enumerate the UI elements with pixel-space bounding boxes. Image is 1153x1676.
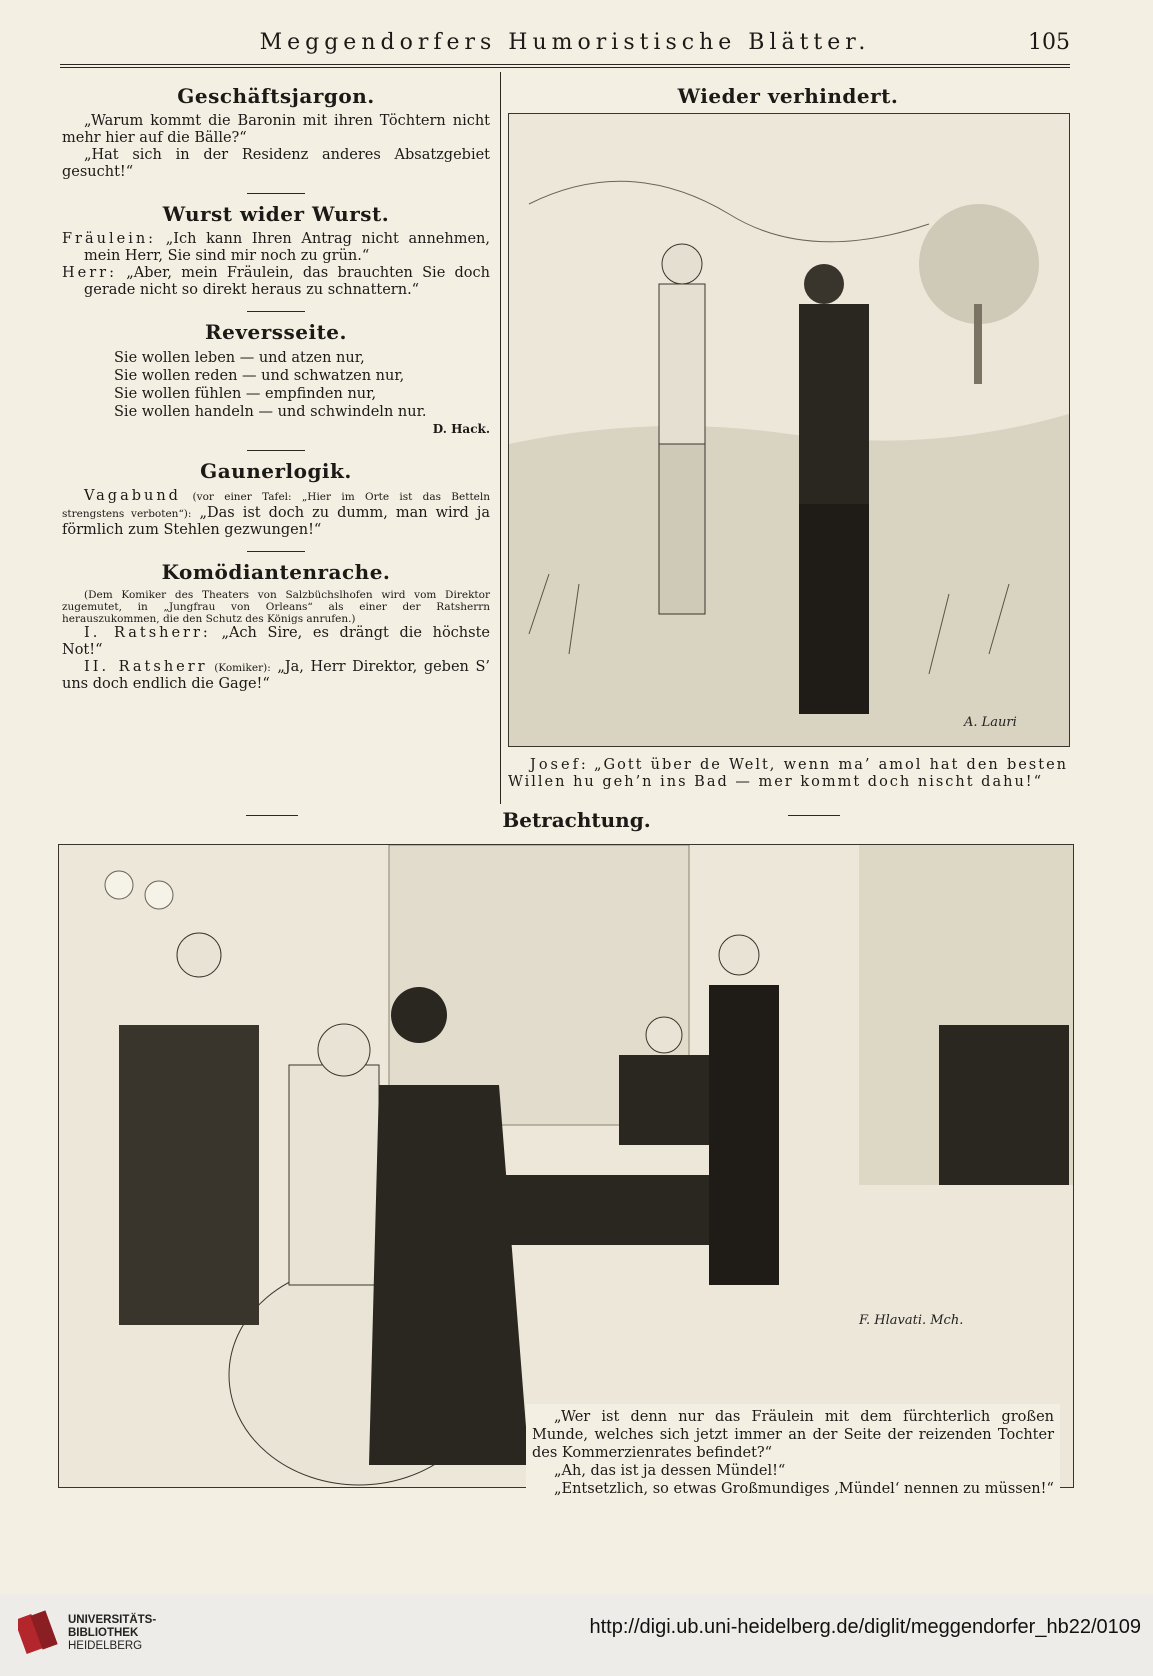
dialogue-text: „Das ist doch zu dumm, man wird ja förmlich zum Stehlen gezwungen!“ <box>62 505 490 538</box>
poem-line: Sie wollen leben — und atzen nur, <box>114 350 365 366</box>
wieder-caption <box>508 757 1068 791</box>
wurst-dialogue-1 <box>62 231 490 265</box>
dialogue-text: „Ach Sire, es drängt die höchste Not!“ <box>62 625 490 658</box>
caption-text: „Gott über de Welt, wenn ma’ amol hat den besten Willen hu geh’n ins Bad — mer kommt doch nischt dahu!“ <box>508 757 1068 790</box>
speaker-label: Josef: <box>530 757 589 773</box>
header-rule-double <box>60 67 1070 68</box>
speaker-note: (Komiker): <box>214 662 271 674</box>
article-title-reversseite: Reversseite. <box>205 320 347 344</box>
poem-line: Sie wollen reden — und schwatzen nur, <box>114 368 405 384</box>
speaker-label: II. Ratsherr <box>84 659 208 675</box>
section-divider <box>247 450 305 451</box>
engraving-sketch <box>509 114 1069 746</box>
university-logo-icon <box>18 1606 58 1656</box>
komoedianten-intro: (Dem Komiker des Theaters von Salzbüchslhofen wird vom Direktor zugemutet, in „Jungfrau von Orleans“ als einer der Ratsherrn herauszukommen, die den Schutz des Königs anrufen.) <box>62 589 490 625</box>
geschaeft-p2: „Hat sich in der Residenz anderes Absatzgebiet gesucht!“ <box>62 147 490 180</box>
institution-line: UNIVERSITÄTS- <box>68 1614 157 1626</box>
artist-signature: A. Lauri <box>964 715 1017 730</box>
caption-line: „Wer ist denn nur das Fräulein mit dem fürchterlich großen Munde, welches sich jetzt immer an der Seite der reizenden Tochter des Kommerzienrates befindet?“ <box>532 1409 1054 1461</box>
poem-line: Sie wollen fühlen — empfinden nur, <box>114 386 377 402</box>
stage-note: (vor einer Tafel: „Hier im Orte ist das Betteln strengstens verboten“): <box>62 491 491 520</box>
gauner-text <box>62 488 490 539</box>
section-divider <box>247 551 305 552</box>
article-title-betrachtung: Betrachtung. <box>502 808 651 832</box>
geschaeft-p1: „Warum kommt die Baronin mit ihren Töchtern nicht mehr hier auf die Bälle?“ <box>62 113 490 146</box>
betrachtung-caption <box>526 1404 1060 1502</box>
speaker-label: I. Ratsherr: <box>84 625 211 641</box>
header-rule <box>60 64 1070 65</box>
engraving-sketch <box>59 845 1073 1487</box>
dialogue-text: „Ja, Herr Direktor, geben S’ uns doch endlich die Gage!“ <box>62 659 491 692</box>
dialogue-text: „Aber, mein Fräulein, das brauchten Sie doch gerade nicht so direkt heraus zu schnattern.“ <box>84 265 490 298</box>
article-title-geschaeftsjargon: Geschäftsjargon. <box>177 84 375 108</box>
section-divider <box>247 193 305 194</box>
poem <box>114 349 490 421</box>
speaker-label: Fräulein: <box>62 231 157 247</box>
speaker-label: Herr: <box>62 265 117 281</box>
wurst-dialogue-2 <box>62 265 490 299</box>
running-header: Meggendorfers Humoristische Blätter. <box>259 30 871 55</box>
poem-line: Sie wollen handeln — und schwindeln nur. <box>114 404 427 420</box>
caption-line: „Entsetzlich, so etwas Großmundiges ‚Mündel‘ nennen zu müssen!“ <box>554 1481 1054 1497</box>
article-title-wieder-verhindert: Wieder verhindert. <box>677 84 899 108</box>
komoedianten-line-2 <box>62 659 490 693</box>
dialogue-text: „Ich kann Ihren Antrag nicht annehmen, mein Herr, Sie sind mir noch zu grün.“ <box>84 231 490 264</box>
artist-signature: F. Hlavati. Mch. <box>859 1313 964 1328</box>
illustration-salon-scene <box>58 844 1074 1488</box>
right-column <box>508 82 1068 791</box>
title-divider-right <box>788 815 840 816</box>
article-title-wurst: Wurst wider Wurst. <box>162 202 390 226</box>
digitization-footer <box>0 1594 1153 1676</box>
permalink-url[interactable]: http://digi.ub.uni-heidelberg.de/diglit/meggendorfer_hb22/0109 <box>589 1616 1141 1638</box>
page-number: 105 <box>1028 30 1070 55</box>
speaker-label: Vagabund <box>84 488 181 504</box>
illustration-soldier-and-bather <box>508 113 1070 747</box>
section-divider <box>247 311 305 312</box>
institution-line: HEIDELBERG <box>68 1640 143 1652</box>
institution-name <box>68 1614 156 1653</box>
komoedianten-line-1 <box>62 625 490 659</box>
caption-line: „Ah, das ist ja dessen Mündel!“ <box>554 1463 786 1479</box>
institution-line: BIBLIOTHEK <box>68 1627 139 1639</box>
article-title-gaunerlogik: Gaunerlogik. <box>200 459 352 483</box>
column-separator <box>500 72 501 804</box>
author-signature: D. Hack. <box>432 422 490 436</box>
left-column <box>62 82 490 693</box>
article-title-komoediantenrache: Komödiantenrache. <box>161 560 391 584</box>
